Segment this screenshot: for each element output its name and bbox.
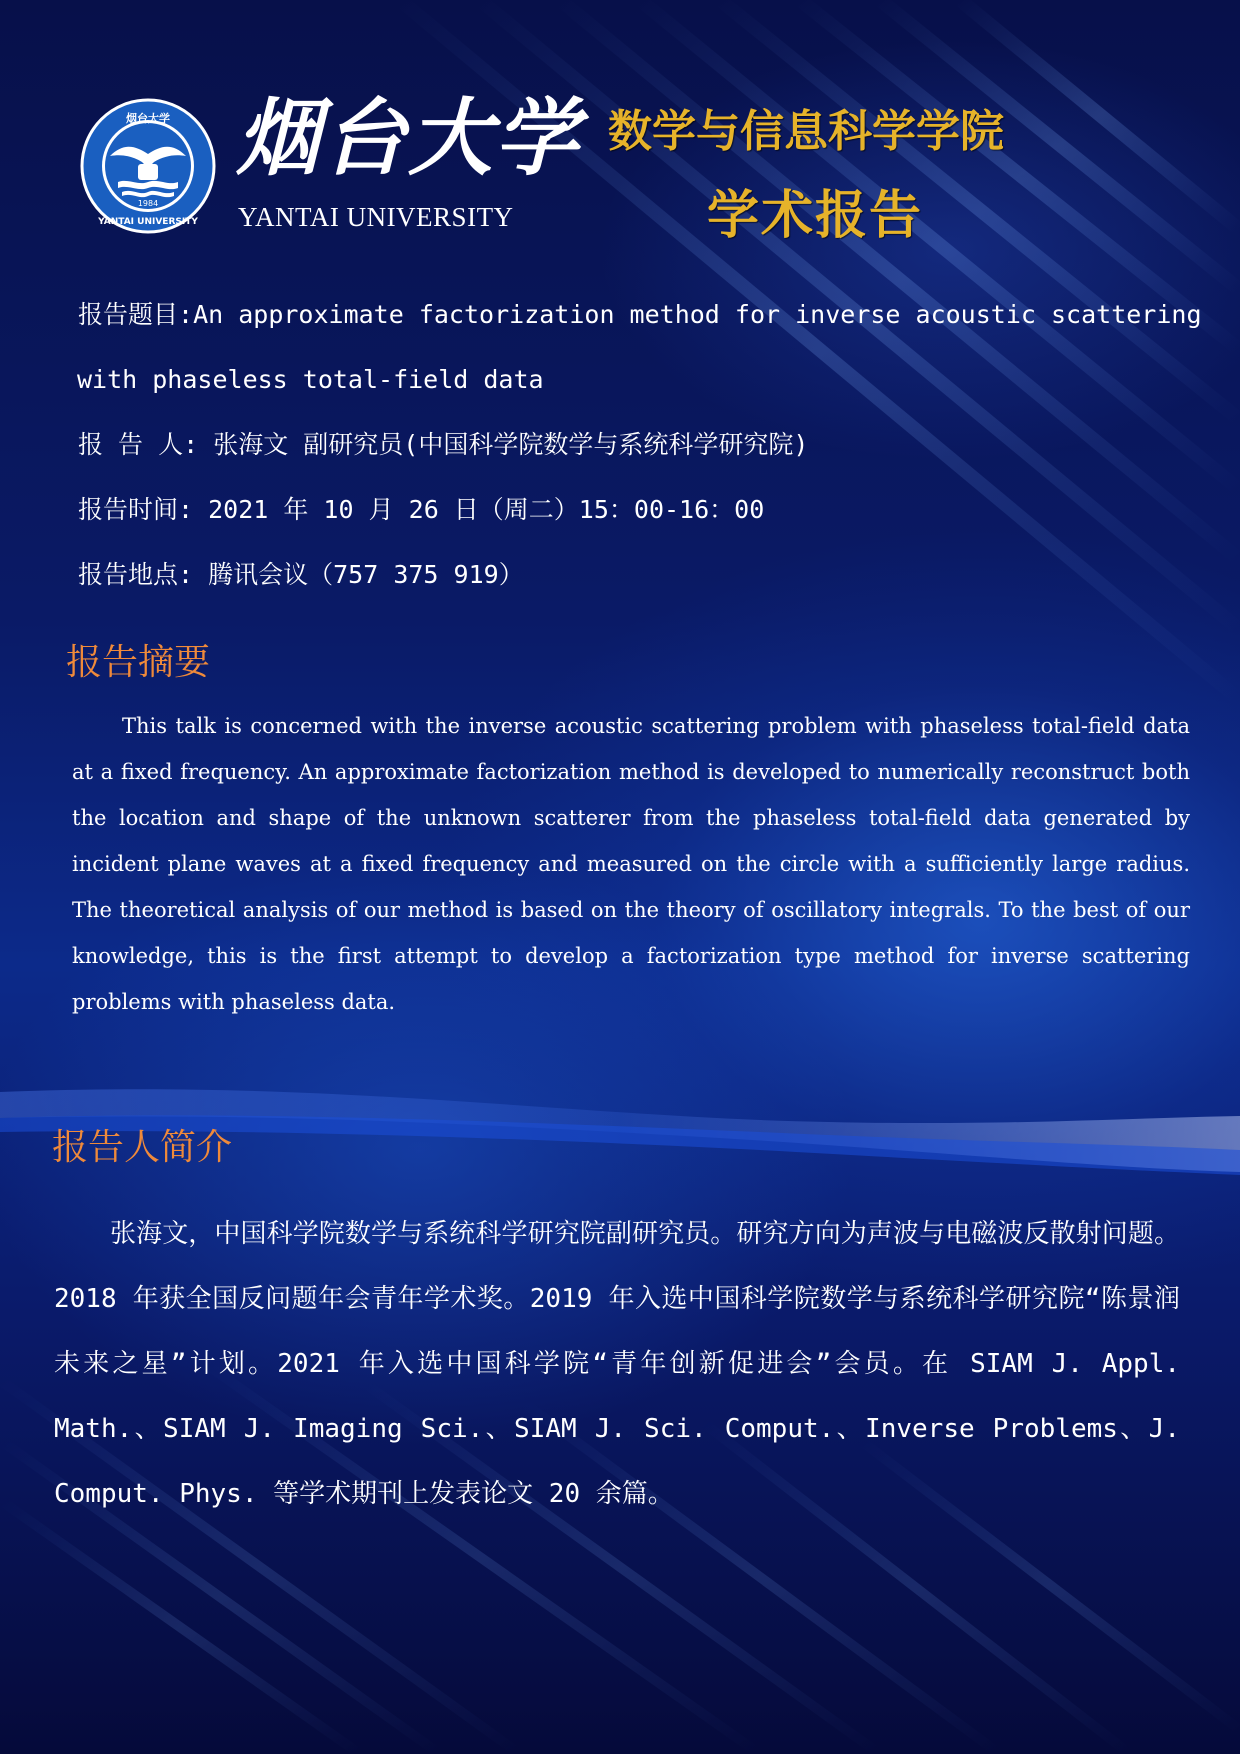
speaker-label: 报 告 人: [78, 430, 199, 459]
time-text: 2021 年 10 月 26 日（周二）15：00-16：00 [208, 495, 765, 524]
time-row [78, 489, 1188, 554]
bio-text: 张海文，中国科学院数学与系统科学研究院副研究员。研究方向为声波与电磁波反散射问题。2018 年获全国反问题年会青年学术奖。2019 年入选中国科学院数学与系统科学研究院“陈景润未来之星”计划。2021 年入选中国科学院“青年创新促进会”会员。在 SIAM J. Appl. Math.、SIAM J. Imaging Sci.、SIAM J. Sci. Comput.、Inverse Problems、J. Comput. Phys. 等学术期刊上发表论文 20 余篇。 [54, 1219, 1180, 1509]
abstract-heading: 报告摘要 [66, 642, 211, 683]
time-label: 报告时间: [78, 495, 194, 524]
speaker-text: 张海文 副研究员(中国科学院数学与系统科学研究院) [213, 430, 809, 459]
title-row-continued [77, 359, 1188, 424]
title-label: 报告题目: [78, 300, 194, 329]
abstract-text: This talk is concerned with the inverse acoustic scattering problem with phaseless total-field data at a fixed frequency. An approximate factorization method is developed to numerically reconstruct both the location and shape of the unknown scatterer from the phaseless total-field data generated by incident plane waves at a fixed frequency and measured on the circle with a sufficiently large radius. The theoretical analysis of our method is based on the theory of oscillatory integrals. To the best of our knowledge, this is the first attempt to develop a factorization type method for inverse scattering problems with phaseless data. [72, 714, 1190, 1014]
university-name-cn: 烟台大学 [236, 88, 581, 187]
seal-text-top: 烟台大学 [126, 112, 170, 125]
title-text-line1: An approximate factorization method for inverse acoustic scattering [193, 300, 1202, 329]
report-info-block [77, 294, 1202, 619]
title-row [78, 294, 1202, 359]
title-text-line2: with phaseless total-field data [77, 365, 544, 394]
place-label: 报告地点: [78, 560, 194, 589]
place-text: 腾讯会议（757 375 919） [208, 560, 524, 589]
seal-year: 1984 [137, 199, 159, 208]
event-type-title: 学术报告 [707, 186, 924, 246]
university-name-en: YANTAI UNIVERSITY [238, 202, 514, 232]
seal-text-bottom: YANTAI UNIVERSITY [98, 217, 198, 227]
speaker-row [78, 424, 1188, 489]
school-name: 数学与信息科学学院 [608, 106, 1004, 157]
bio-heading: 报告人简介 [52, 1127, 233, 1168]
place-row [78, 554, 1188, 619]
